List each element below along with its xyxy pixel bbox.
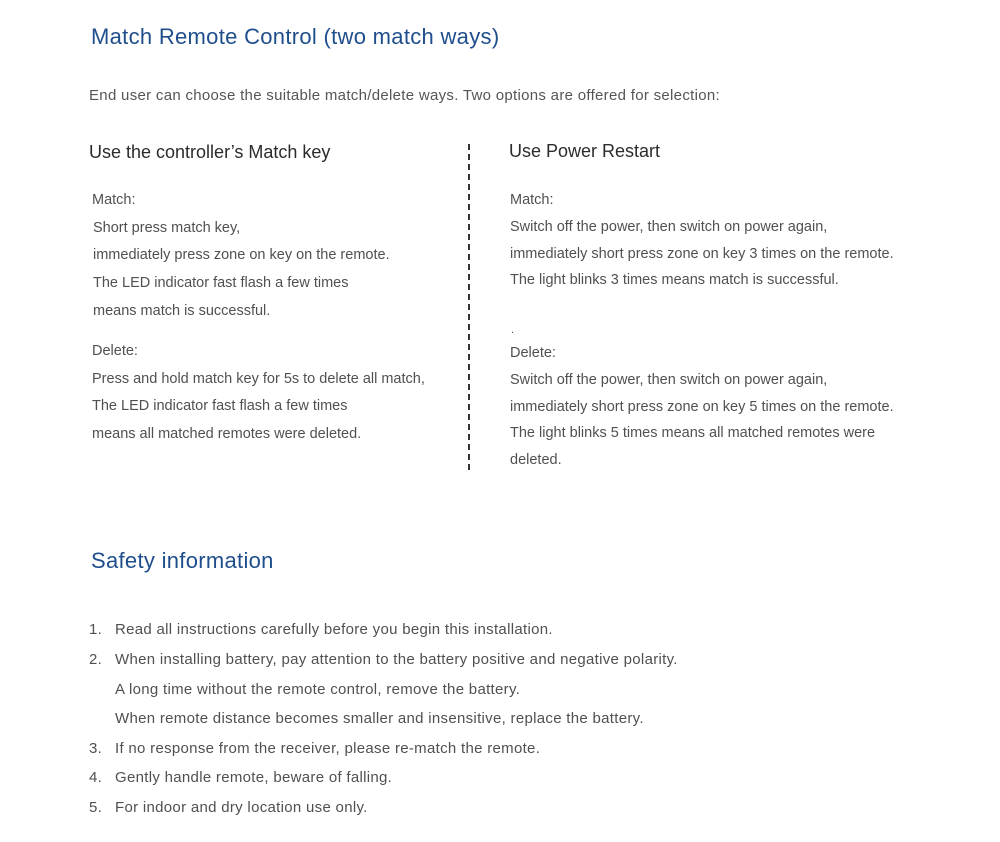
left-delete-label: Delete: (92, 343, 138, 359)
match-intro-text: End user can choose the suitable match/delete ways. Two options are offered for selection: (89, 87, 720, 104)
safety-item-text: Read all instructions carefully before you begin this installation. (115, 621, 553, 638)
right-match-line: Switch off the power, then switch on power again, (510, 219, 828, 235)
safety-item (89, 621, 553, 638)
safety-item-number: 2. (89, 651, 103, 668)
right-match-line: immediately short press zone on key 3 times on the remote. (510, 246, 894, 262)
column-divider (468, 144, 470, 470)
safety-item-text: If no response from the receiver, please re-match the remote. (115, 740, 541, 757)
right-delete-line: The light blinks 5 times means all matched remotes were (510, 425, 876, 441)
safety-item-text: When installing battery, pay attention to the battery positive and negative polarity. (115, 651, 678, 668)
right-delete-label: Delete: (510, 345, 556, 361)
safety-item-text: A long time without the remote control, remove the battery. (115, 681, 521, 698)
safety-item-continuation (89, 710, 644, 727)
stray-mark: . (511, 324, 515, 336)
safety-item (89, 769, 392, 786)
left-column-heading: Use the controller’s Match key (89, 142, 331, 162)
match-section-title: Match Remote Control (two match ways) (91, 24, 500, 49)
safety-item (89, 651, 678, 668)
left-match-line: means match is successful. (93, 303, 271, 319)
safety-item-number: 4. (89, 769, 103, 786)
safety-item-text: When remote distance becomes smaller and insensitive, replace the battery. (115, 710, 644, 727)
right-match-label: Match: (510, 192, 554, 208)
right-delete-line: deleted. (510, 452, 562, 468)
left-match-label: Match: (92, 192, 136, 208)
right-delete-line: Switch off the power, then switch on power again, (510, 372, 828, 388)
safety-item (89, 740, 540, 757)
safety-item-text: For indoor and dry location use only. (115, 799, 368, 816)
left-delete-line: The LED indicator fast flash a few times (92, 398, 348, 414)
safety-item-continuation (89, 681, 520, 698)
left-delete-line: Press and hold match key for 5s to delete all match, (92, 371, 425, 387)
left-match-line: immediately press zone on key on the remote. (93, 247, 390, 263)
left-match-line: The LED indicator fast flash a few times (93, 275, 349, 291)
safety-item-number: 1. (89, 621, 103, 638)
safety-item-text: Gently handle remote, beware of falling. (115, 769, 393, 786)
right-column-heading: Use Power Restart (509, 141, 661, 161)
safety-item (89, 799, 368, 816)
left-delete-line: means all matched remotes were deleted. (92, 426, 362, 442)
safety-item-number: 5. (89, 799, 103, 816)
safety-section-title: Safety information (91, 548, 274, 573)
right-delete-line: immediately short press zone on key 5 times on the remote. (510, 399, 894, 415)
safety-item-number: 3. (89, 740, 103, 757)
left-match-line: Short press match key, (93, 220, 241, 236)
right-match-line: The light blinks 3 times means match is successful. (510, 272, 839, 288)
